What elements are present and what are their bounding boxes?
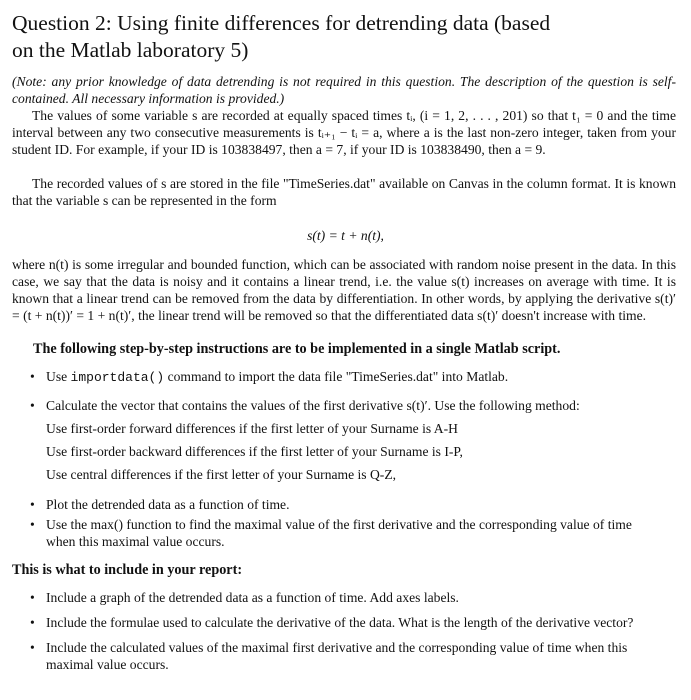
method-backward: Use first-order backward differences if the first letter of your Surname is I-P, xyxy=(46,443,463,459)
list-item: • Use importdata() command to import the data file "TimeSeries.dat" into Matlab. xyxy=(30,369,509,385)
question-title xyxy=(12,10,680,64)
list-item: • Use the max() function to find the maximal value of the first derivative and the corresponding value of time when this maximal value occurs. xyxy=(30,517,632,550)
bullet-icon: • xyxy=(30,614,35,630)
code-snippet: importdata() xyxy=(70,370,165,385)
paragraph-1: The values of some variable s are recorded at equally spaced times tᵢ, (i = 1, 2, . . . , 201) so that t₁ = 0 and the time interval between any two consecutive measurements is tᵢ₊₁ − tᵢ = a, where a is the last non-zero integer, taken from your student ID. For example, if your ID is 103838497, then a = 7, if your ID is 103838490, then a = 9. xyxy=(12,108,676,157)
report-heading: This is what to include in your report: xyxy=(12,562,243,578)
bullet-icon: • xyxy=(30,517,35,533)
paragraph-3: where n(t) is some irregular and bounded function, which can be associated with random noise present in the data. In this case, we say that the data is noisy and it contains a linear trend, i.e. the value s(t) increases on average with time. It is known that a linear trend can be removed from the data by differentiation. In other words, by applying the derivative s(t)′ = (t + n(t))′ = 1 + n(t)′, the linear trend will be removed so that the differentiated data s(t)′ doesn't increase with time. xyxy=(12,257,676,323)
bullet-icon: • xyxy=(30,397,35,413)
title-line-1: Question 2: Using finite differences for detrending data (based xyxy=(12,11,551,35)
formula: s(t) = t + n(t), xyxy=(307,228,384,243)
instruction-list xyxy=(30,369,664,551)
instructions-heading: The following step-by-step instructions are to be implemented in a single Matlab script. xyxy=(33,341,561,357)
list-item: • Calculate the vector that contains the values of the first derivative s(t)′. Use the following method: Use first-order forward differences if the first letter of your Surname is A-H Use first-order backward differences if the first letter of your Surname is I-P, Use central differences if the first letter of your Surname is Q-Z, xyxy=(30,398,664,484)
method-forward: Use first-order forward differences if the first letter of your Surname is A-H xyxy=(46,420,458,436)
list-item: • Include the calculated values of the maximal first derivative and the corresponding value of time when this maximal value occurs. xyxy=(30,639,628,672)
bullet-icon: • xyxy=(30,590,35,605)
bullet-icon: • xyxy=(30,639,35,655)
list-item: • Plot the detrended data as a function of time. xyxy=(30,496,290,512)
method-central: Use central differences if the first letter of your Surname is Q-Z, xyxy=(46,466,397,482)
paragraph-2: The recorded values of s are stored in the file "TimeSeries.dat" available on Canvas in the column format. It is known that the variable s can be represented in the form xyxy=(12,176,676,208)
bullet-icon: • xyxy=(30,369,35,384)
title-line-2: on the Matlab laboratory 5) xyxy=(12,38,249,62)
list-item: • Include the formulae used to calculate the derivative of the data. What is the length of the derivative vector? xyxy=(30,614,634,630)
note: (Note: any prior knowledge of data detrending is not required in this question. The description of the question is self-contained. All necessary information is provided.) xyxy=(12,74,676,106)
report-list xyxy=(30,590,664,674)
list-item: • Include a graph of the detrended data as a function of time. Add axes labels. xyxy=(30,590,459,605)
bullet-icon: • xyxy=(30,496,35,512)
